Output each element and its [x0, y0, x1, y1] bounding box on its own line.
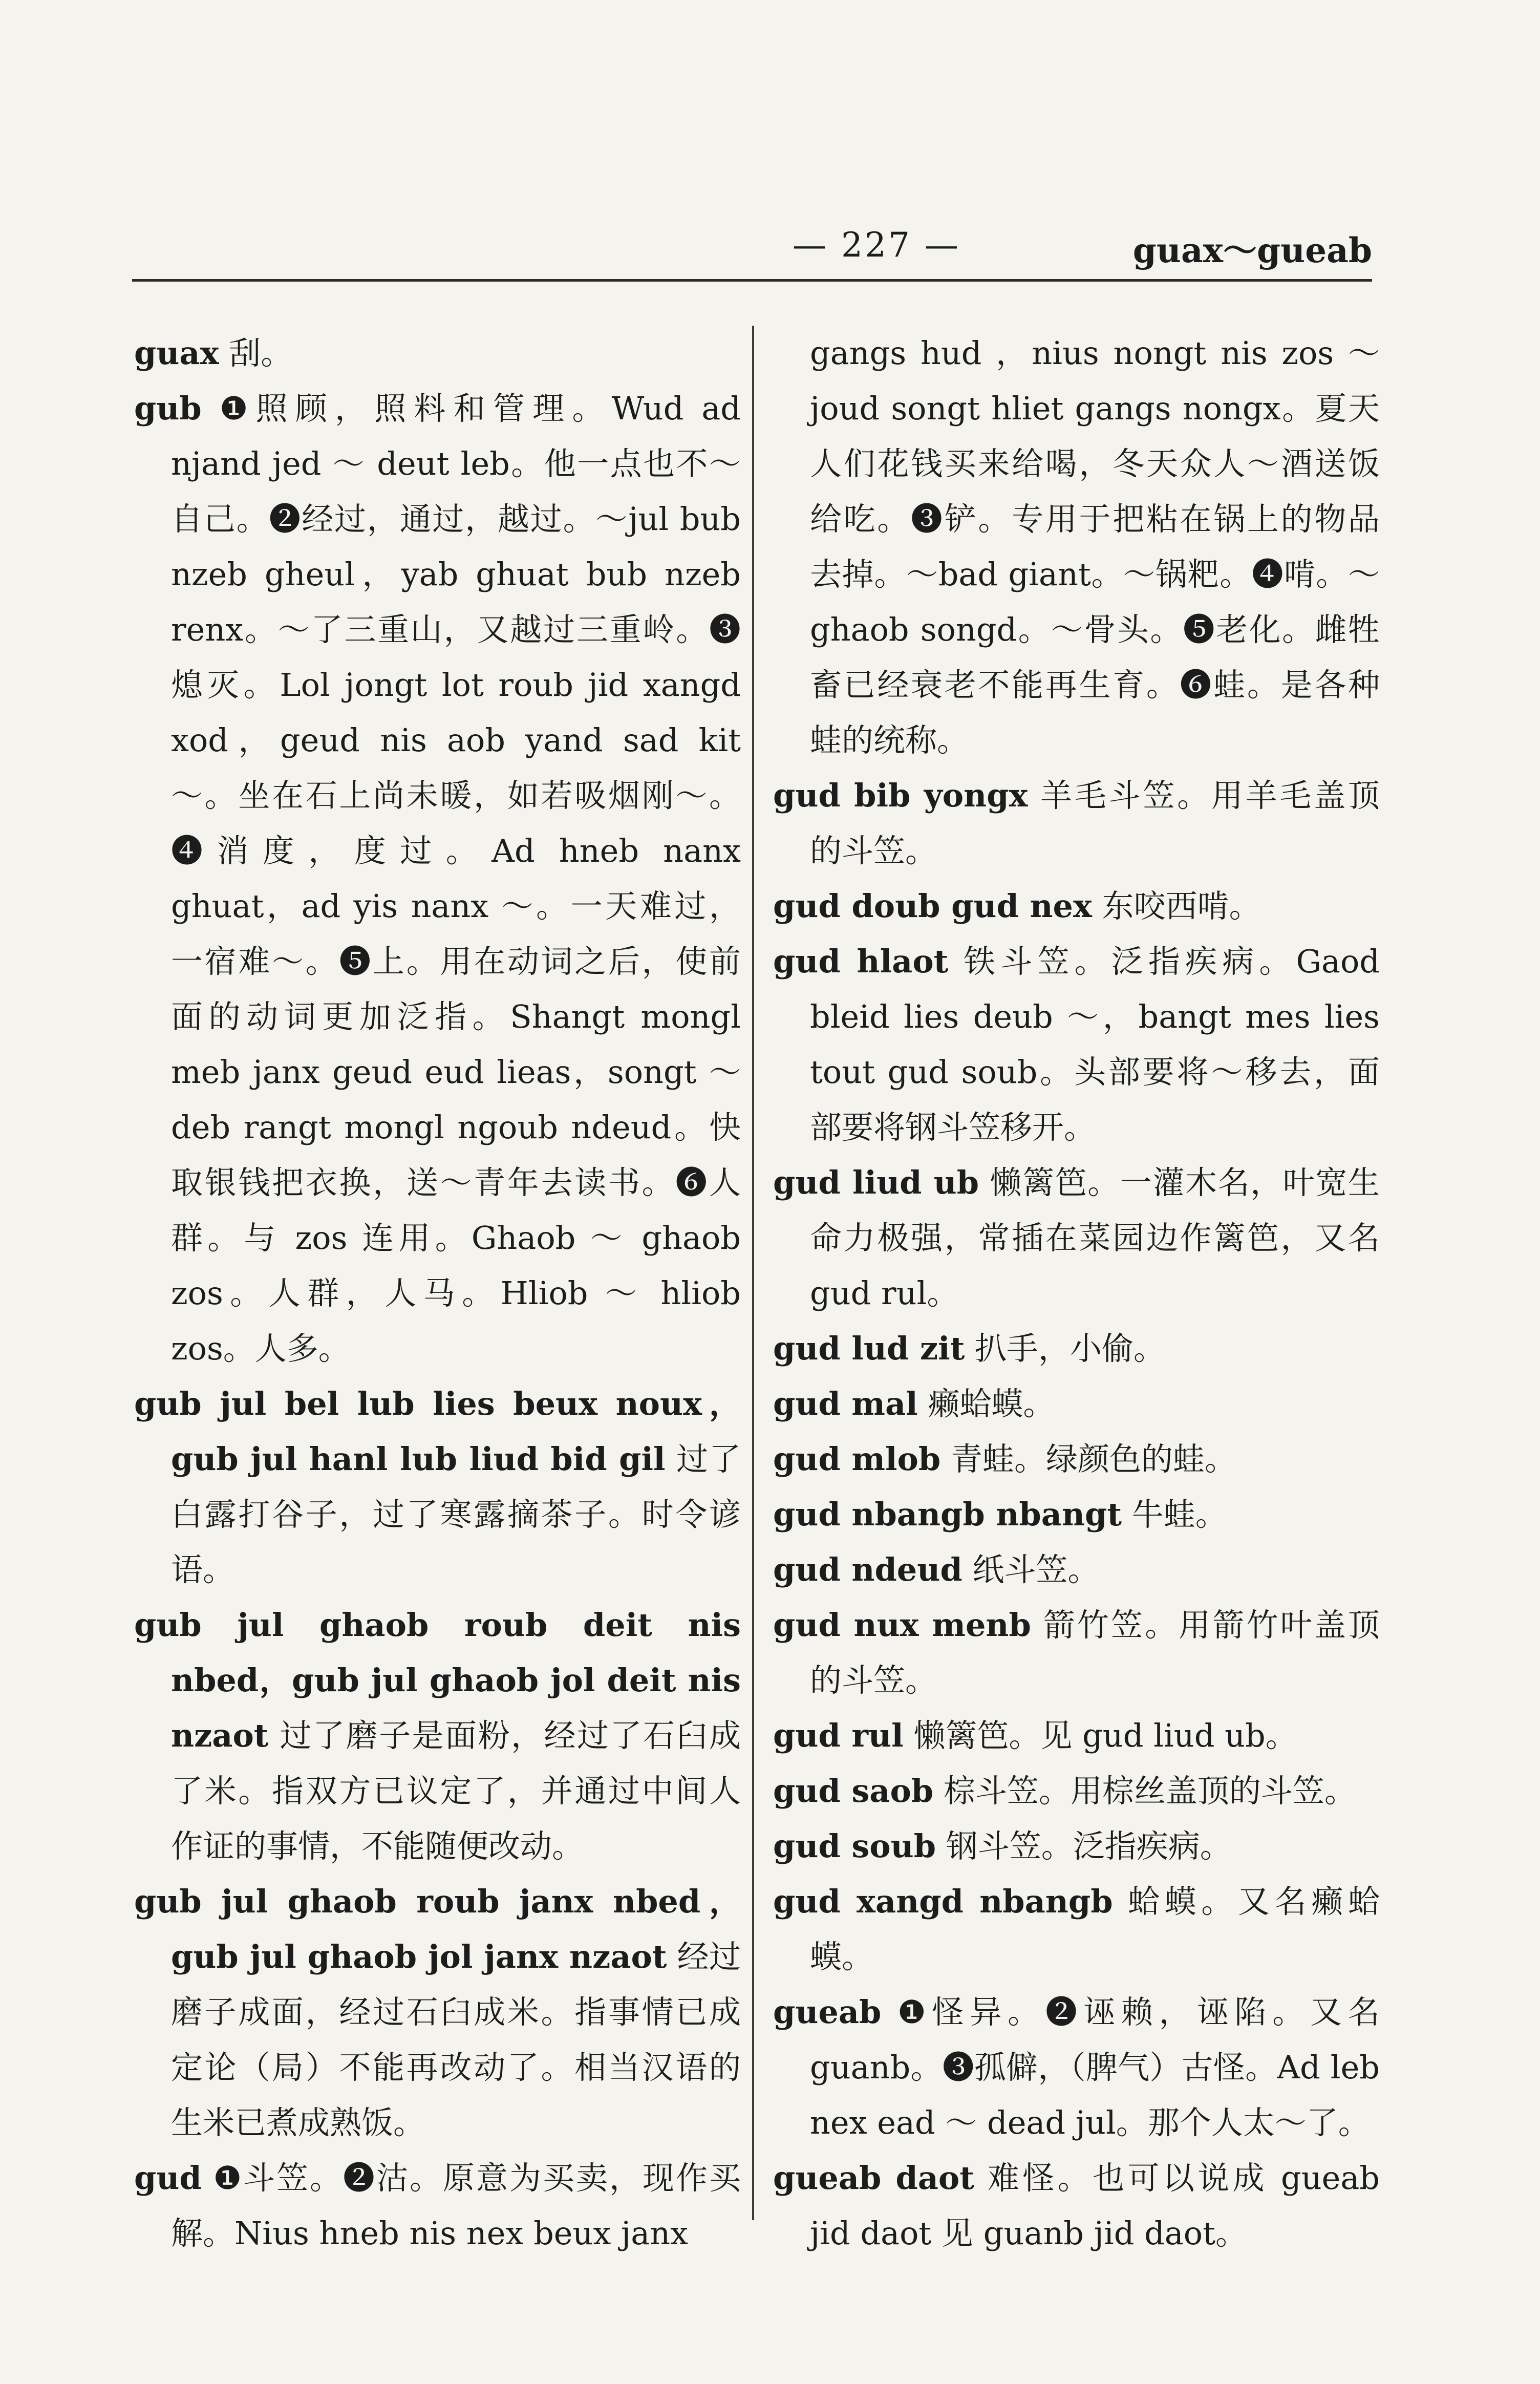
- dictionary-entry: [773, 879, 1380, 934]
- headword: guax: [134, 334, 219, 372]
- headword: gueab: [773, 1993, 882, 2031]
- headword: gueab daot: [773, 2159, 974, 2197]
- dictionary-entry: [773, 1874, 1380, 1985]
- definition: 懒篱笆。见 gud liud ub。: [903, 1717, 1297, 1754]
- headword: gud saob: [773, 1772, 934, 1810]
- headword: gub jul ghaob roub deit nis nbed，gub jul ghaob jol deit nis nzaot: [134, 1606, 741, 1754]
- definition: 癞蛤蟆。: [917, 1385, 1055, 1422]
- dictionary-entry: [134, 381, 741, 1376]
- page-header: [132, 215, 1372, 276]
- headword: gud liud ub: [773, 1164, 979, 1201]
- dictionary-entry: [134, 1874, 741, 2151]
- definition: 懒篱笆。一灌木名，叶宽生命力极强，常插在菜园边作篱笆，又名 gud rul。: [810, 1164, 1380, 1312]
- definition: 过了白露打谷子，过了寒露摘茶子。时令谚语。: [171, 1440, 741, 1588]
- definition: 过了磨子是面粉，经过了石臼成了米。指双方已议定了，并通过中间人作证的事情，不能随便改动。: [171, 1717, 741, 1865]
- headword: gud ndeud: [773, 1551, 963, 1588]
- definition: 棕斗笠。用棕丝盖顶的斗笠。: [933, 1772, 1356, 1810]
- headword: gub: [134, 390, 202, 427]
- definition: 纸斗笠。: [962, 1551, 1100, 1588]
- running-head: guax～gueab: [1132, 230, 1372, 270]
- right-column: [773, 326, 1380, 2261]
- dictionary-entry: [773, 1321, 1380, 1376]
- headword: gud nbangb nbangt: [773, 1496, 1122, 1533]
- definition: gangs hud ，nius nongt nis zos ～ joud songt hliet gangs nongx。夏天人们花钱买来给喝，冬天众人～酒送饭给吃。❸铲。专用于把粘在锅上的物品去掉。～bad giant。～锅粑。❹啃。～ghaob songd。～骨头。❺老化。雌牲畜已经衰老不能再生育。❻蛙。是各种蛙的统称。: [810, 334, 1380, 759]
- column-divider: [752, 326, 754, 2220]
- definition: ❶怪异。❷诬赖，诬陷。又名 guanb。❸孤僻，（脾气）古怪。Ad leb nex ead ～ dead jul。那个人太～了。: [810, 1993, 1380, 2141]
- headword: gud nux menb: [773, 1606, 1031, 1644]
- dictionary-entry: [773, 1432, 1380, 1487]
- definition: 难怪。也可以说成 gueab jid daot 见 guanb jid daot。: [810, 2159, 1380, 2252]
- headword: gud doub gud nex: [773, 887, 1092, 925]
- dictionary-entry: [134, 2151, 741, 2261]
- definition: 蛤蟆。又名癞蛤蟆。: [810, 1883, 1380, 1975]
- dictionary-entry: [773, 1376, 1380, 1432]
- page-number: — 227 —: [793, 225, 960, 265]
- dictionary-entry: [134, 1376, 741, 1598]
- header-rule: [132, 279, 1372, 282]
- headword: gud bib yongx: [773, 777, 1028, 814]
- definition: 牛蛙。: [1122, 1496, 1227, 1533]
- definition: 箭竹笠。用箭竹叶盖顶的斗笠。: [810, 1606, 1380, 1699]
- headword: gud hlaot: [773, 943, 949, 980]
- definition: 钢斗笠。泛指疾病。: [936, 1827, 1232, 1865]
- dictionary-entry: [773, 768, 1380, 879]
- dictionary-entry: [773, 934, 1380, 1155]
- dictionary-entry: [134, 326, 741, 381]
- headword: gub jul bel lub lies beux noux，gub jul hanl lub liud bid gil: [134, 1385, 741, 1478]
- headword: gub jul ghaob roub janx nbed，gub jul ghaob jol janx nzaot: [134, 1883, 741, 1975]
- definition: 青蛙。绿颜色的蛙。: [940, 1440, 1236, 1478]
- headword: gud lud zit: [773, 1330, 965, 1367]
- headword: gud soub: [773, 1827, 936, 1865]
- definition: 经过磨子成面，经过石臼成米。指事情已成定论（局）不能再改动了。相当汉语的生米已煮成熟饭。: [171, 1938, 741, 2141]
- dictionary-entry: [773, 1155, 1380, 1321]
- dictionary-entry: [773, 1819, 1380, 1874]
- dictionary-entry: [773, 2151, 1380, 2261]
- left-column: [134, 326, 741, 2261]
- definition: 羊毛斗笠。用羊毛盖顶的斗笠。: [810, 777, 1380, 869]
- dictionary-entry: [134, 1598, 741, 1874]
- headword: gud mal: [773, 1385, 918, 1422]
- dictionary-entry: [773, 1487, 1380, 1542]
- headword: gud rul: [773, 1717, 904, 1754]
- dictionary-entry: [773, 1763, 1380, 1819]
- definition: 刮。: [219, 334, 293, 372]
- definition: 东咬西啃。: [1092, 887, 1261, 925]
- definition: 铁斗笠。泛指疾病。Gaod bleid lies deub ～，bangt mes lies tout gud soub。头部要将～移去，面部要将钢斗笠移开。: [810, 943, 1380, 1146]
- definition: ❶斗笠。❷沽。原意为买卖，现作买解。Nius hneb nis nex beux janx: [171, 2159, 741, 2252]
- definition: 扒手，小偷。: [965, 1330, 1166, 1367]
- dictionary-entry: [773, 1598, 1380, 1708]
- dictionary-entry: [773, 1708, 1380, 1763]
- dictionary-entry-continuation: [773, 326, 1380, 768]
- headword: gud mlob: [773, 1440, 941, 1478]
- dictionary-entry: [773, 1985, 1380, 2151]
- definition: ❶照顾，照料和管理。Wud ad njand jed ～ deut leb。他一点也不～自己。❷经过，通过，越过。～jul bub nzeb gheul，yab ghuat bub nzeb renx。～了三重山，又越过三重岭。❸熄灭。Lol jongt lot roub jid xangd xod，geud nis aob yand sad kit ～。坐在石上尚未暖，如若吸烟刚～。❹消度，度过。Ad hneb nanx ghuat，ad yis nanx ～。一天难过，一宿难～。❺上。用在动词之后，使前面的动词更加泛指。Shangt mongl meb janx geud eud lieas，songt ～ deb rangt mongl ngoub ndeud。快取银钱把衣换，送～青年去读书。❻人群。与 zos 连用。Ghaob ～ ghaob zos。人群，人马。Hliob ～ hliob zos。人多。: [171, 390, 741, 1367]
- headword: gud: [134, 2159, 202, 2197]
- dictionary-entry: [773, 1542, 1380, 1598]
- headword: gud xangd nbangb: [773, 1883, 1113, 1920]
